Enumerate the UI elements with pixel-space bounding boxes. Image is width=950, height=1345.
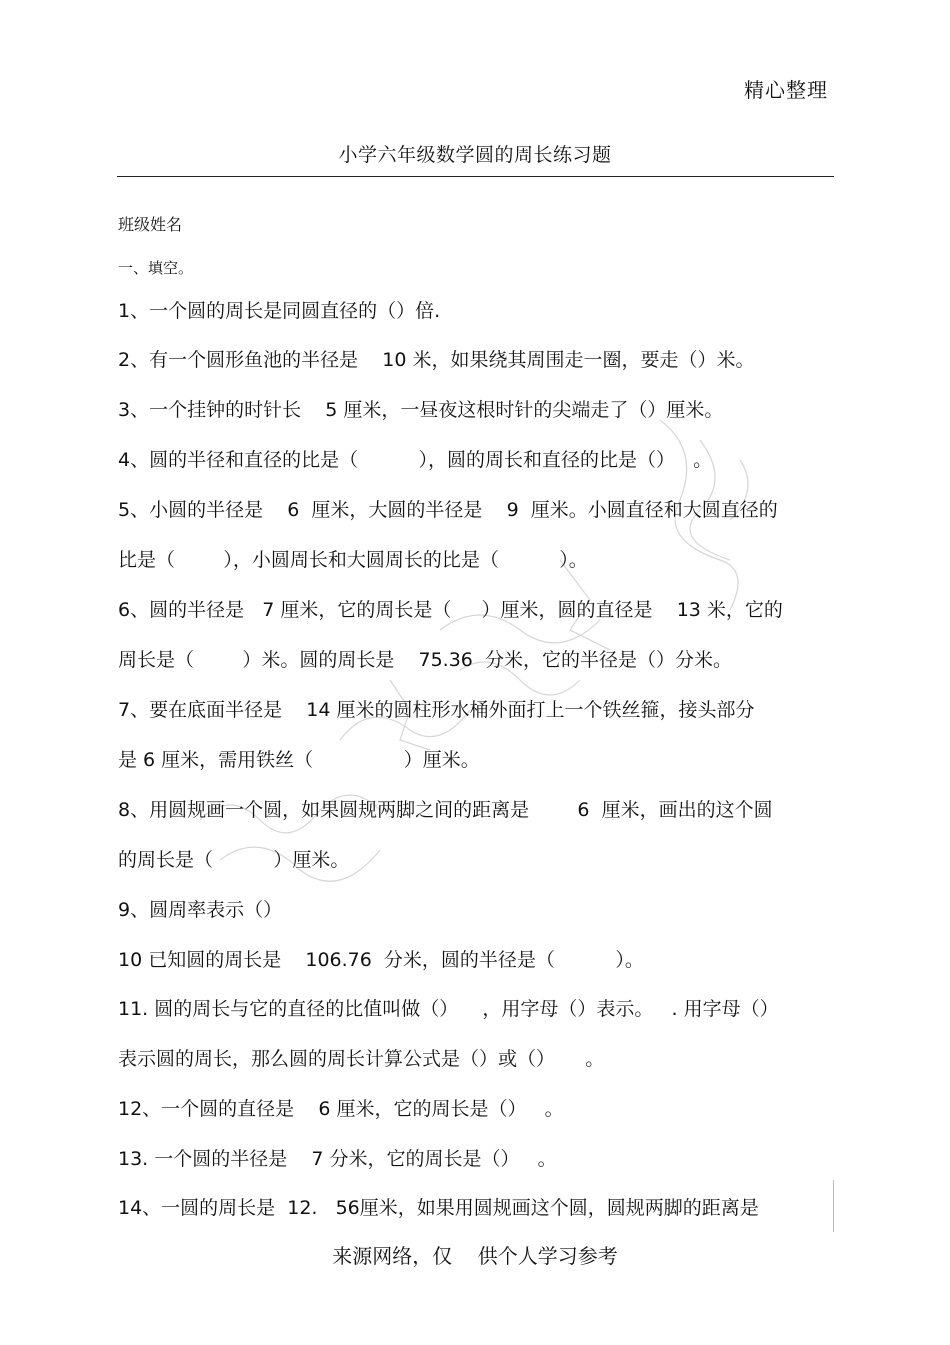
- question-line-11b: 表示圆的周长，那么圆的周长计算公式是（）或（） 。: [118, 1048, 605, 1070]
- class-name-label: 班级姓名: [118, 215, 183, 234]
- question-line-9: 9、圆周率表示（）: [118, 899, 283, 921]
- question-line-5a: 5、小圆的半径是 6 厘米，大圆的半径是 9 厘米。小圆直径和大圆直径的: [118, 499, 778, 521]
- question-line-1: 1、一个圆的周长是同圆直径的（）倍.: [118, 300, 441, 322]
- question-line-7b: 是 6 厘米，需用铁丝（ ）厘米。: [118, 749, 480, 771]
- question-line-8a: 8、用圆规画一个圆，如果圆规两脚之间的距离是 6 厘米，画出的这个圆: [118, 799, 773, 821]
- question-line-13: 13. 一个圆的半径是 7 分米，它的周长是（） 。: [118, 1148, 557, 1170]
- title-divider: [117, 176, 834, 177]
- header-label: 精心整理: [744, 78, 828, 102]
- question-line-6a: 6、圆的半径是 7 厘米，它的周长是（ ）厘米，圆的直径是 13 米，它的: [118, 599, 783, 621]
- question-line-6b: 周长是（ ）米。圆的周长是 75.36 分米，它的半径是（）分米。: [118, 649, 732, 671]
- question-line-10: 10 已知圆的周长是 106.76 分米，圆的半径是（ ）。: [118, 949, 644, 971]
- question-line-12: 12、一个圆的直径是 6 厘米，它的周长是（） 。: [118, 1098, 564, 1120]
- question-line-2: 2、有一个圆形鱼池的半径是 10 米，如果绕其周围走一圈，要走（）米。: [118, 349, 755, 371]
- section-heading: 一、填空。: [118, 259, 194, 277]
- question-line-8b: 的周长是（ ）厘米。: [118, 849, 350, 871]
- footer-note: 来源网络，仅 供个人学习参考: [332, 1244, 618, 1268]
- question-line-7a: 7、要在底面半径是 14 厘米的圆柱形水桶外面打上一个铁丝箍，接头部分: [118, 699, 755, 721]
- question-line-11a: 11. 圆的周长与它的直径的比值叫做（） ，用字母（）表示。 . 用字母（）: [118, 998, 779, 1020]
- question-line-4: 4、圆的半径和直径的比是（ ），圆的周长和直径的比是（） 。: [118, 449, 713, 471]
- question-line-5b: 比是（ ），小圆周长和大圆周长的比是（ ）。: [118, 549, 588, 571]
- question-line-14: 14、一圆的周长是 12. 56厘米，如果用圆规画这个圆，圆规两脚的距离是: [118, 1197, 759, 1219]
- margin-divider: [833, 1180, 834, 1232]
- page-title: 小学六年级数学圆的周长练习题: [338, 144, 612, 166]
- question-line-3: 3、一个挂钟的时针长 5 厘米，一昼夜这根时针的尖端走了（）厘米。: [118, 399, 724, 421]
